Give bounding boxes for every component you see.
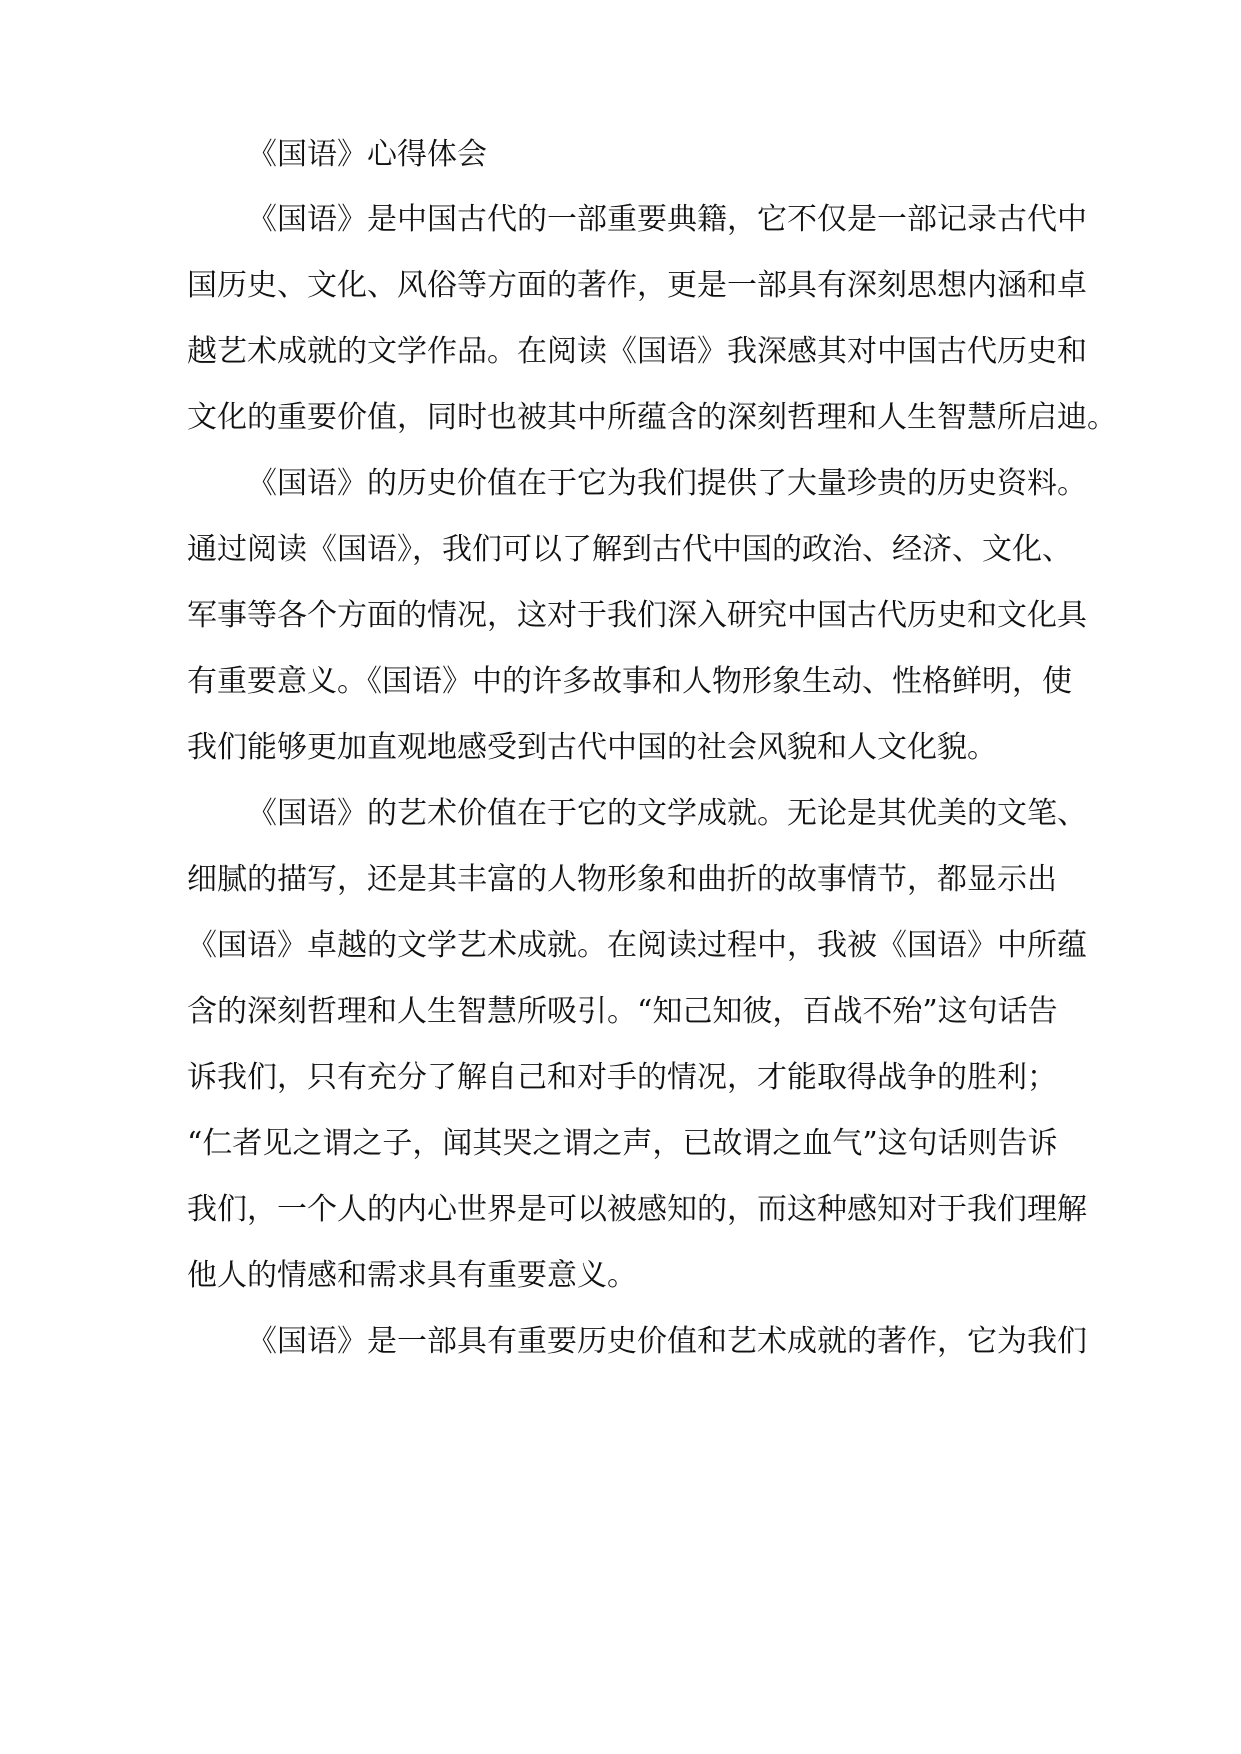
paragraph-3-line-8: 他人的情感和需求具有重要意义。	[187, 1258, 637, 1293]
paragraph-2-line-2: 通过阅读《国语》，我们可以了解到古代中国的政治、经济、文化、	[187, 532, 1072, 567]
paragraph-3-line-5: 诉我们，只有充分了解自己和对手的情况，才能取得战争的胜利；	[187, 1060, 1057, 1095]
paragraph-2-line-5: 我们能够更加直观地感受到古代中国的社会风貌和人文化貌。	[187, 730, 997, 765]
paragraph-3-line-4: 含的深刻哲理和人生智慧所吸引。“知己知彼，百战不殆”这句话告	[187, 994, 1058, 1029]
paragraph-3-line-1: 《国语》的艺术价值在于它的文学成就。无论是其优美的文笔、	[247, 796, 1087, 831]
paragraph-3-line-6: “仁者见之谓之子，闻其哭之谓之声，已故谓之血气”这句话则告诉	[187, 1126, 1058, 1161]
paragraph-2-line-4: 有重要意义。《国语》中的许多故事和人物形象生动、性格鲜明，使	[187, 664, 1072, 699]
paragraph-4-line-1: 《国语》是一部具有重要历史价值和艺术成就的著作，它为我们	[247, 1324, 1087, 1359]
paragraph-1-line-3: 越艺术成就的文学作品。在阅读《国语》我深感其对中国古代历史和	[187, 334, 1087, 369]
paragraph-1-line-1: 《国语》是中国古代的一部重要典籍，它不仅是一部记录古代中	[247, 202, 1087, 237]
paragraph-1-line-2: 国历史、文化、风俗等方面的著作，更是一部具有深刻思想内涵和卓	[187, 268, 1087, 303]
paragraph-1-line-4: 文化的重要价值，同时也被其中所蕴含的深刻哲理和人生智慧所启迪。	[187, 400, 1117, 435]
paragraph-3-line-7: 我们，一个人的内心世界是可以被感知的，而这种感知对于我们理解	[187, 1192, 1087, 1227]
paragraph-3-line-2: 细腻的描写，还是其丰富的人物形象和曲折的故事情节，都显示出	[187, 862, 1057, 897]
paragraph-2-line-1: 《国语》的历史价值在于它为我们提供了大量珍贵的历史资料。	[247, 466, 1087, 501]
paragraph-3-line-3: 《国语》卓越的文学艺术成就。在阅读过程中，我被《国语》中所蕴	[187, 928, 1087, 963]
document-title: 《国语》心得体会	[247, 137, 487, 172]
paragraph-2-line-3: 军事等各个方面的情况，这对于我们深入研究中国古代历史和文化具	[187, 598, 1087, 633]
